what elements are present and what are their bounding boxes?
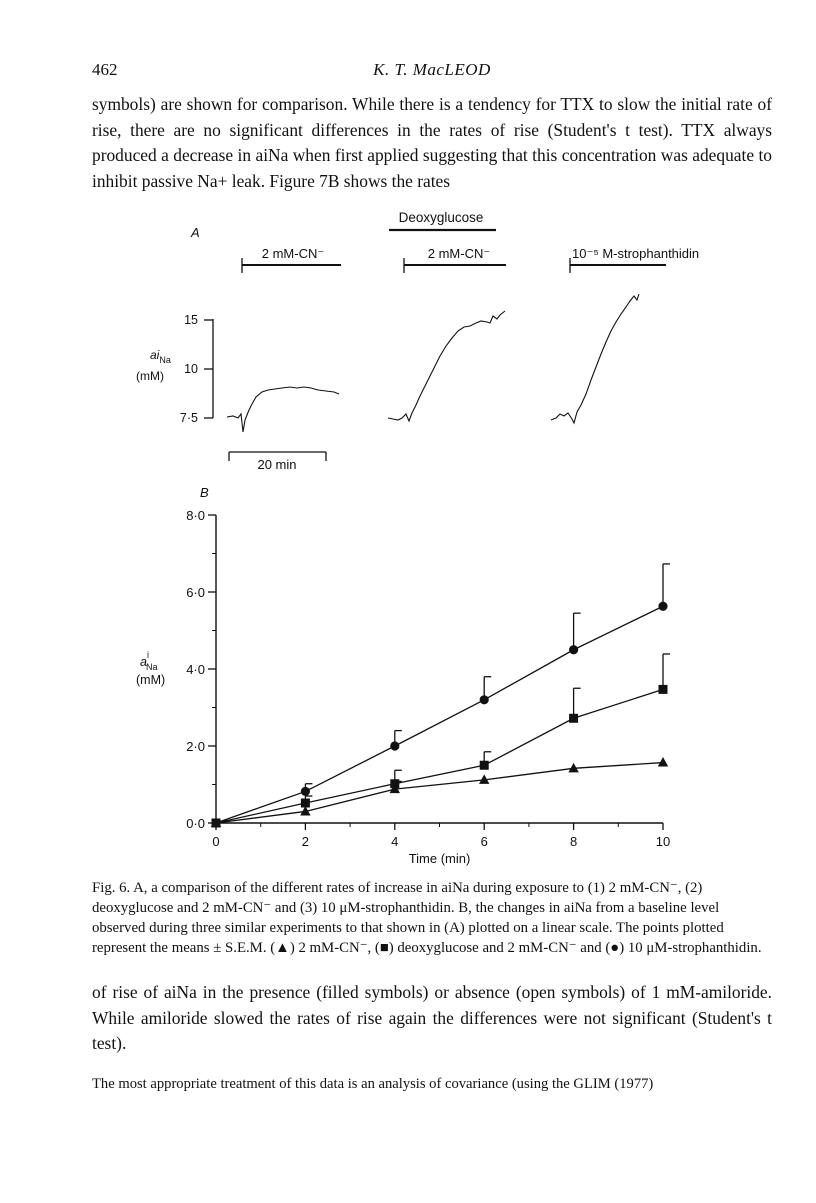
trace-cn: [227, 387, 339, 432]
panel-a: [136, 210, 699, 472]
y-tick-label: 0·0: [186, 816, 205, 831]
data-point: [390, 779, 399, 788]
x-tick-label: 6: [480, 834, 488, 849]
cn-label-1: 2 mM-CN⁻: [261, 246, 325, 261]
y-tick-label: 4·0: [186, 662, 205, 677]
x-axis-label: Time (min): [408, 851, 471, 866]
figure-caption: Fig. 6. A, a comparison of the different rates of increase in aiNa during exposure to (1) 2 mM-CN⁻, (2) deoxyglucose and 2 mM-CN⁻ and (3) 10 μM-strophanthidin. B, the changes in aiNa from a baseline level observed during three similar experiments to that shown in (A) plotted on a linear scale. The points plotted represent the means ± S.E.M. (▲) 2 mM-CN⁻, (■) deoxyglucose and 2 mM-CN⁻ and (●) 10 μM-strophanthidin.: [92, 880, 762, 956]
data-point: [569, 645, 578, 654]
cn-label-2: 2 mM-CN⁻: [427, 246, 491, 261]
y-tick-label: 2·0: [186, 739, 205, 754]
panel-a-label: A: [191, 225, 200, 240]
time-scale-label: 20 min: [257, 457, 297, 472]
series-circle: [211, 564, 670, 828]
x-tick-label: 2: [301, 834, 310, 849]
panel-b-chart: [136, 485, 670, 866]
series-line-triangle: [216, 763, 663, 823]
data-point: [569, 714, 578, 723]
y-axis-label: $a^i$ Na: [140, 650, 158, 672]
x-tick-label: 4: [391, 834, 399, 849]
y-axis-unit: (mM): [136, 673, 166, 687]
series-line-square: [216, 689, 663, 823]
panel-a-y-unit: (mM): [136, 369, 164, 383]
data-point: [211, 818, 220, 827]
data-point: [658, 757, 668, 767]
panel-a-y-label: $ai_{Na}$: [150, 348, 171, 365]
data-point: [301, 787, 310, 796]
paragraph-2: of rise of aiNa in the presence (filled symbols) or absence (open symbols) of 1 mM-amiloride. While amiloride slowed the rates of rise again the differences were not significant (Student's t test).: [92, 982, 772, 1053]
data-point: [480, 695, 489, 704]
panel-a-y-tick: 10: [184, 362, 198, 376]
running-head: K. T. MacLEOD: [373, 60, 491, 79]
page-number: 462: [92, 60, 118, 79]
data-point: [658, 602, 667, 611]
trace-deoxyglucose: [388, 311, 505, 421]
x-tick-label: 0: [212, 834, 220, 849]
paragraph-1: symbols) are shown for comparison. While there is a tendency for TTX to slow the initial rate of rise, there are no significant differences in the rates of rise (Student's t test). TTX always produced a decrease in aiNa when first applied suggesting that this concentration was adequate to inhibit passive Na+ leak. Figure 7B shows the rates: [92, 94, 772, 191]
x-tick-label: 8: [569, 834, 578, 849]
panel-b-label: B: [200, 485, 209, 500]
deoxyglucose-label: Deoxyglucose: [398, 210, 484, 225]
trace-strophanthidin: [551, 294, 639, 423]
panel-a-y-tick: 7·5: [179, 411, 198, 425]
strophanthidin-label: 10⁻⁵ M-strophanthidin: [572, 246, 700, 261]
paragraph-3: The most appropriate treatment of this data is an analysis of covariance (using the GLIM (1977): [92, 1076, 654, 1092]
x-tick-label: 10: [655, 834, 671, 849]
panel-a-y-tick: 15: [184, 313, 198, 327]
data-point: [390, 741, 399, 750]
y-tick-label: 6·0: [186, 585, 205, 600]
data-point: [301, 798, 310, 807]
data-point: [659, 685, 668, 694]
series-square: [212, 654, 671, 828]
series-triangle: [211, 757, 668, 827]
y-tick-label: 8·0: [186, 508, 205, 523]
data-point: [480, 761, 489, 770]
series-line-circle: [216, 606, 663, 823]
